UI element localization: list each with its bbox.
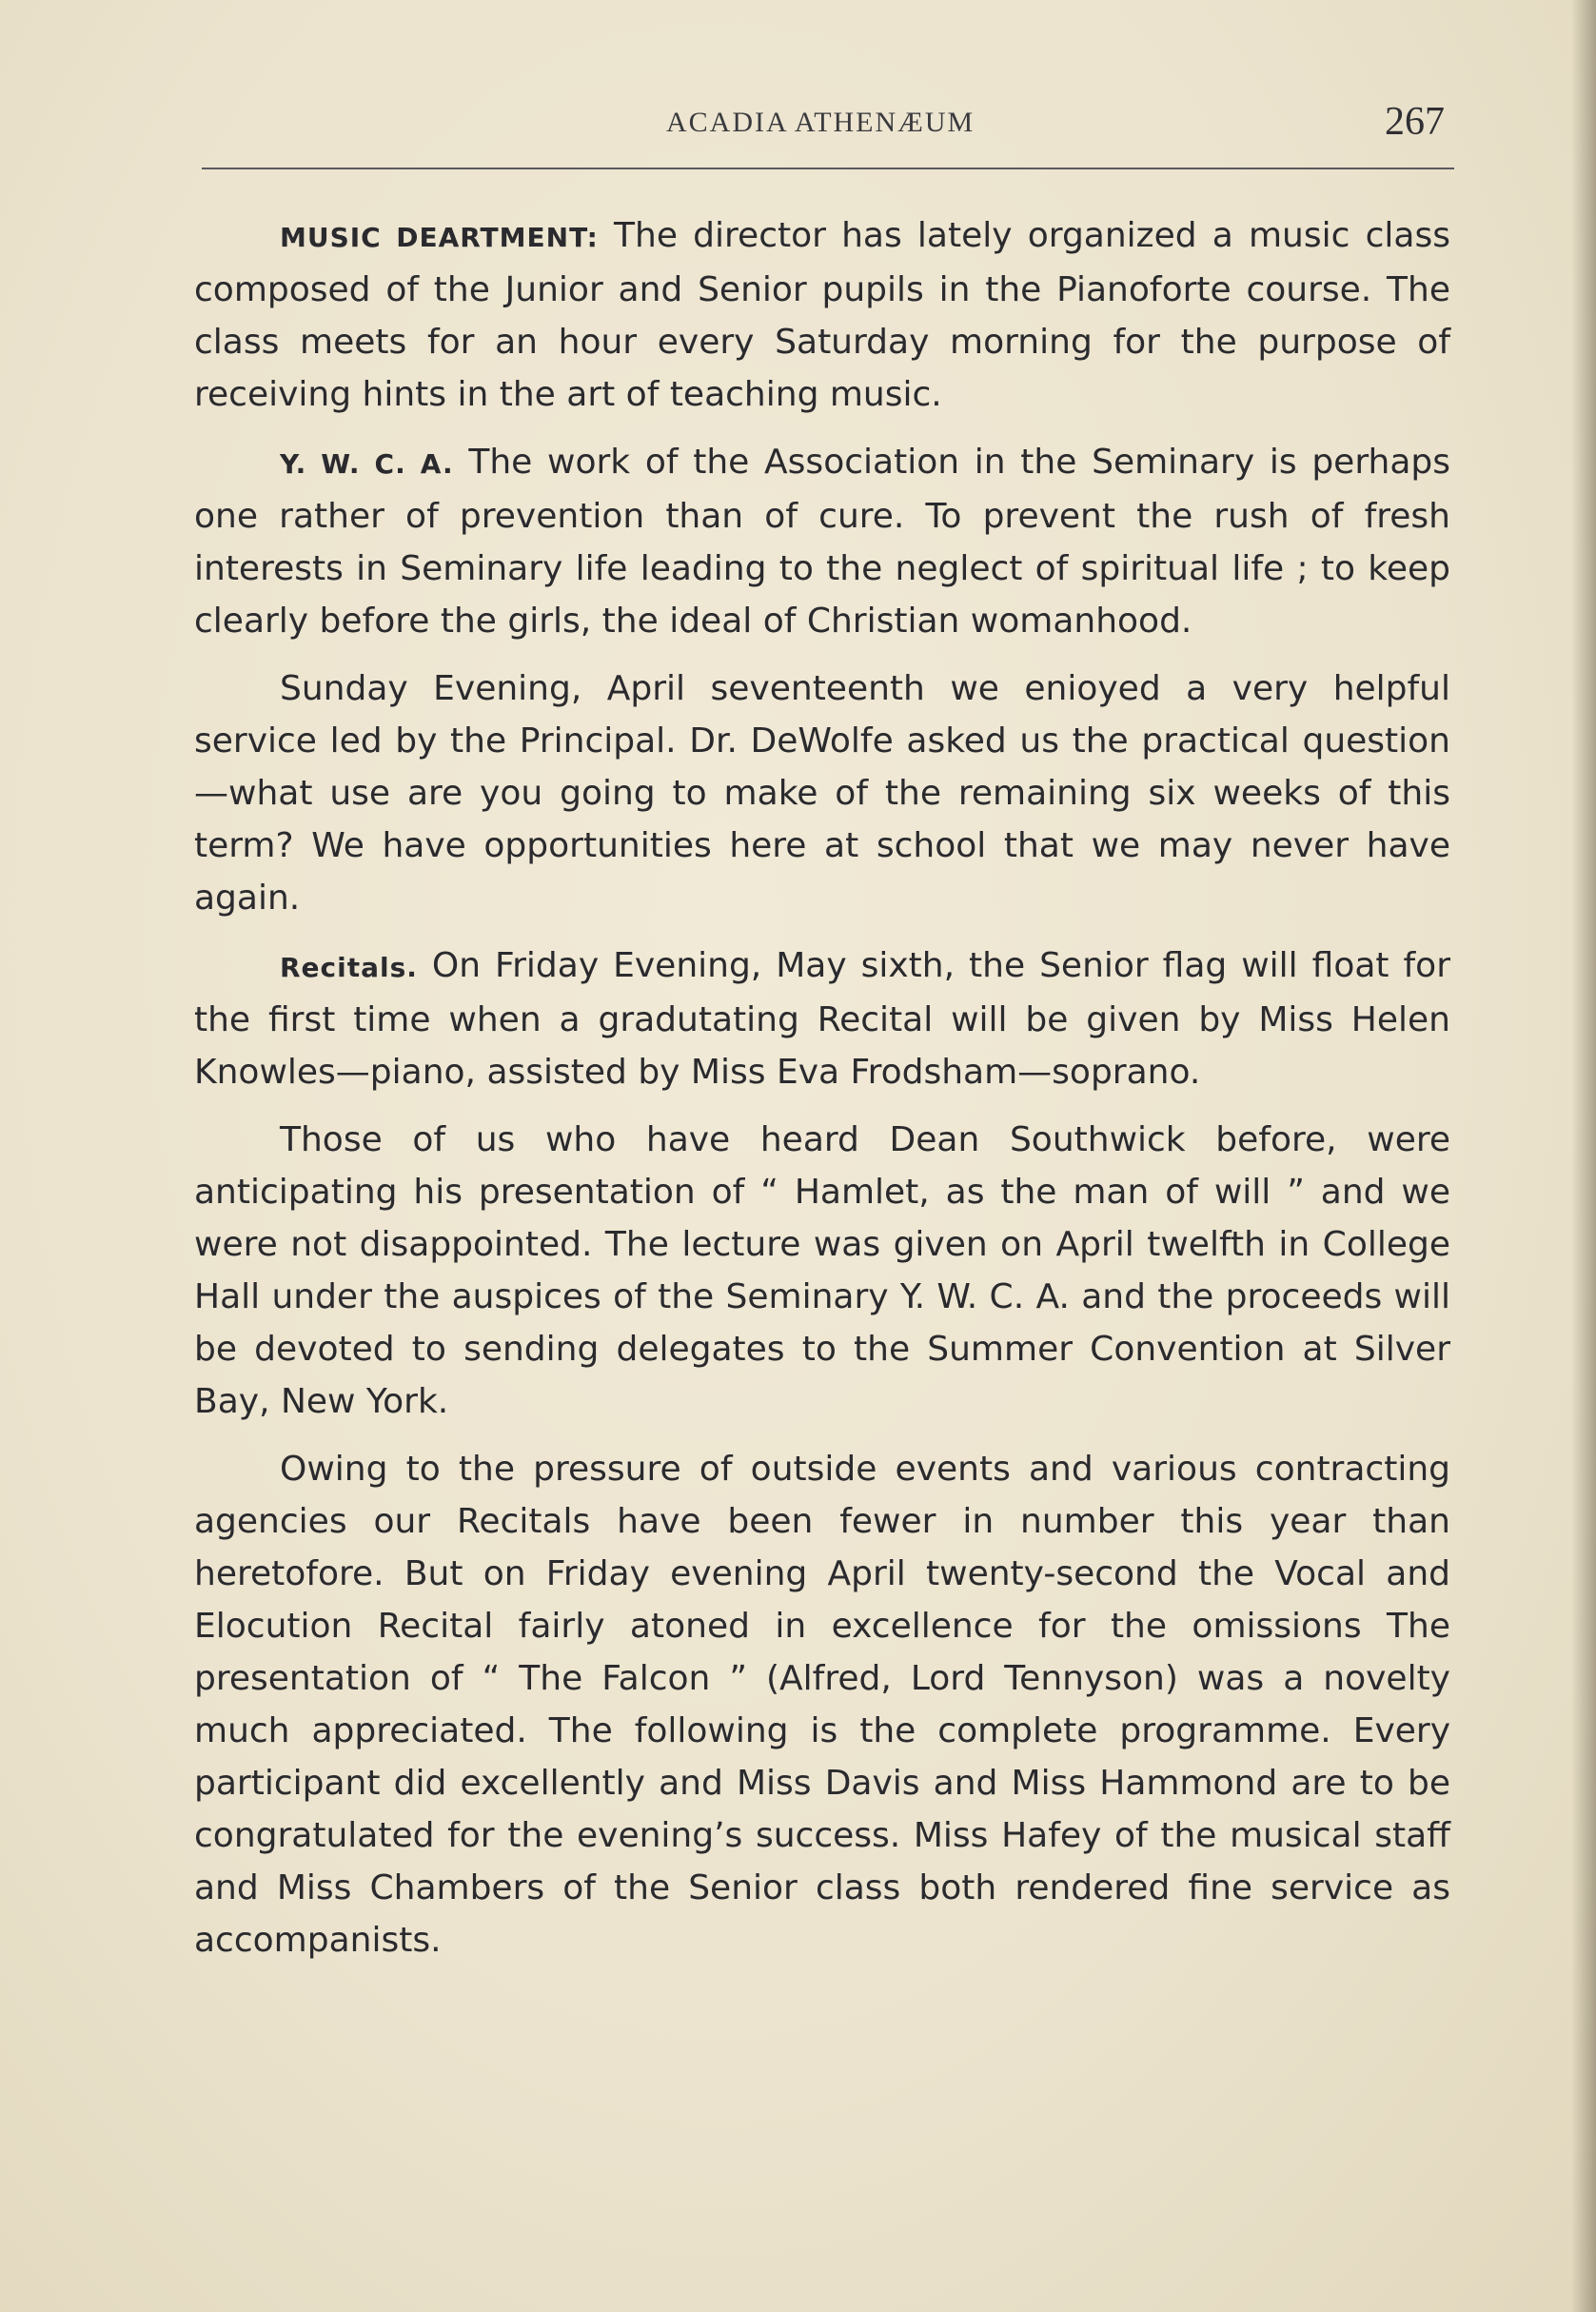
paragraph-music-department [194,209,1450,421]
paragraph-text: On Friday Evening, May sixth, the Senior flag will float for the first time when a gradutating Recital will be given by Miss Helen Knowles—piano, assisted by Miss Eva Frodsham—soprano. [194,946,1451,1092]
paragraph-text: The work of the Association in the Seminary is perhaps one rather of prevention than of cure. To prevent the rush of fresh interests in Seminary life leading to the neglect of spiritual life ; to keep clearly before the girls, the ideal of Christian womanhood. [194,443,1450,641]
paragraph-ywca [194,436,1450,647]
running-head: ACADIA ATHENÆUM [666,107,975,138]
paragraph-text: The director has lately organized a music class composed of the Junior and Senior pupils in the Pianoforte course. The class meets for an hour every Saturday morning for the purpose of receiving hints in the art of teaching music. [194,216,1450,414]
article-body [194,209,1450,1966]
paragraph-recital-programme [194,1443,1450,1966]
page-edge-shadow [1571,0,1596,2312]
paragraph-text: Those of us who have heard Dean Southwick before, were anticipating his presentation of “ Hamlet, as the man of will ” and we were not disappointed. The lecture was given on April twelfth in College Hall under the auspices of the Seminary Y. W. C. A. and the proceeds will be devoted to sending delegates to the Summer Convention at Silver Bay, New York. [194,1120,1450,1421]
paragraph-text: Sunday Evening, April seventeenth we enioyed a very helpful service led by the Principal. Dr. DeWolfe asked us the practical question—what use are you going to make of the remaining six weeks of this term? We have opportunities here at school that we may never have again. [194,669,1450,918]
page-number: 267 [1385,100,1445,144]
paragraph-dean-southwick [194,1114,1450,1428]
header-rule [202,168,1454,169]
paragraph-text: Owing to the pressure of outside events and various contracting agencies our Recitals have been fewer in number this year than heretofore. But on Friday evening April twenty-second the Vocal and Elocution Recital fairly atoned in excellence for the omissions The presentation of “ The Falcon ” (Alfred, Lord Tennyson) was a novelty much appreciated. The following is the complete programme. Every participant did excellently and Miss Davis and Miss Hammond are to be congratulated for the evening’s success. Miss Hafey of the musical staff and Miss Chambers of the Senior class both rendered fine service as accompanists. [194,1450,1450,1960]
paragraph-recitals [194,939,1450,1098]
section-label-recitals: Recitals. [280,952,418,983]
section-label-ywca: Y. W. C. A. [280,448,454,480]
section-label-music-department: MUSIC DEARTMENT: [280,222,599,253]
paragraph-sunday-evening [194,662,1450,924]
